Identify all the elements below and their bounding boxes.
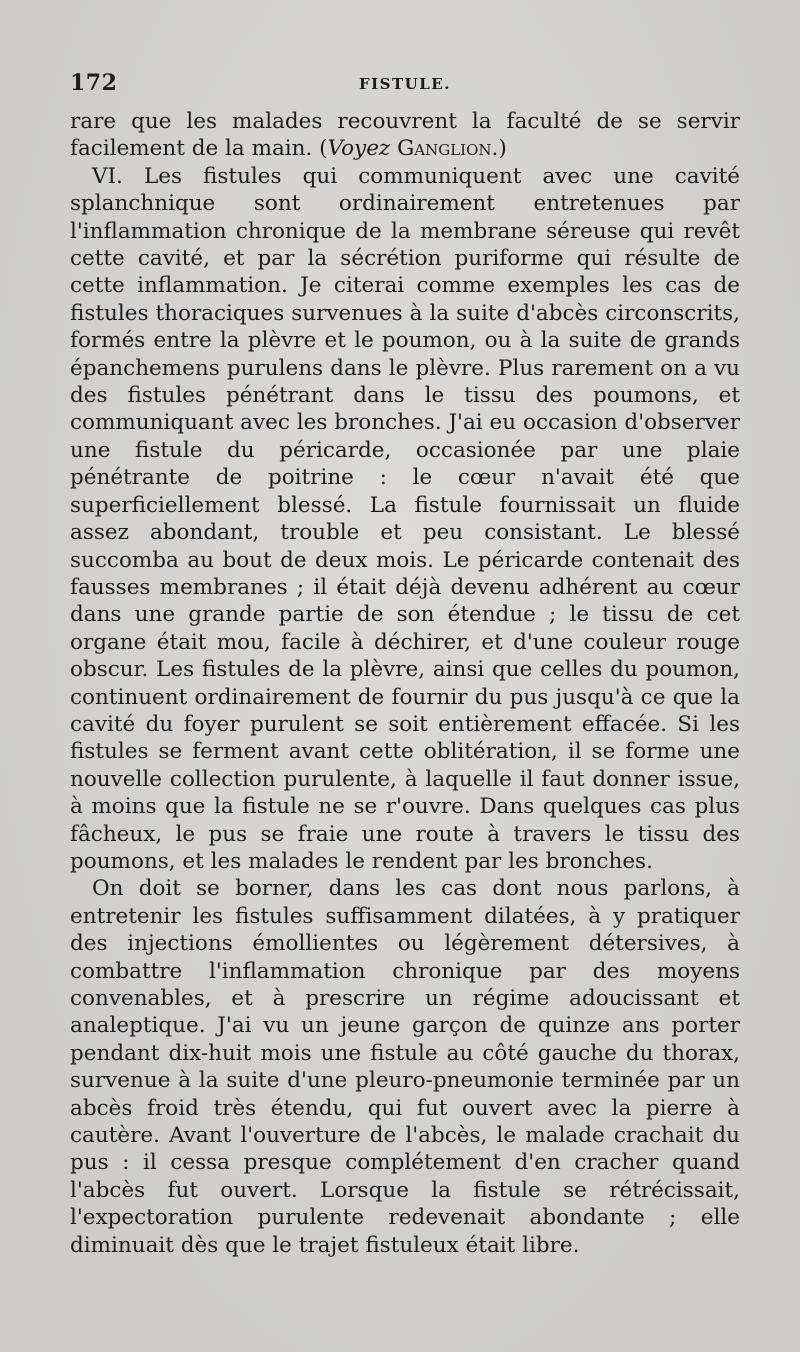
paragraph-section-vi <box>70 163 740 876</box>
italic-reference: Voyez <box>327 136 391 162</box>
running-head: FISTULE. <box>359 75 451 93</box>
smallcaps-reference: Ganglion. <box>397 136 499 162</box>
text-run: ) <box>498 136 507 162</box>
paragraph-treatment <box>70 875 740 1259</box>
paragraph-continuation <box>70 108 740 163</box>
text-run: VI. Les fistules qui communiquent avec une cavité splanchnique sont ordinairement entretenues par l'inflammation chronique de la membrane séreuse qui revêt cette cavité, et par la sécrétion puriforme qui résulte de cette inflammation. Je citerai comme exemples les cas de fistules thoraciques survenues à la suite d'abcès circonscrits, formés entre la plèvre et le poumon, ou à la suite de grands épanchemens purulens dans le plèvre. Plus rarement on a vu des fistules pénétrant dans le tissu des poumons, et communiquant avec les bronches. J'ai eu occasion d'observer une fistule du péricarde, occasionée par une plaie pénétrante de poitrine : le cœur n'avait été que superficiellement blessé. La fistule fournissait un fluide assez abondant, trouble et peu consistant. Le blessé succomba au bout de deux mois. Le péricarde contenait des fausses membranes ; il était déjà devenu adhérent au cœur dans une grande partie de son étendue ; le tissu de cet organe était mou, facile à déchirer, et d'une couleur rouge obscur. Les fistules de la plèvre, ainsi que celles du poumon, continuent ordinairement de fournir du pus jusqu'à ce que la cavité du foyer purulent se soit entièrement effacée. Si les fistules se ferment avant cette oblitération, il se forme une nouvelle collection purulente, à laquelle il faut donner issue, à moins que la fistule ne se r'ouvre. Dans quelques cas plus fâcheux, le pus se fraie une route à travers le tissu des poumons, et les malades le rendent par les bronches. <box>70 163 740 874</box>
text-run: On doit se borner, dans les cas dont nous parlons, à entretenir les fistules suffisamment dilatées, à y pratiquer des injections émollientes ou légèrement détersives, à combattre l'inflammation chronique par des moyens convenables, et à prescrire un régime adoucissant et analeptique. J'ai vu un jeune garçon de quinze ans porter pendant dix-huit mois une fistule au côté gauche du thorax, survenue à la suite d'une pleuro-pneumonie terminée par un abcès froid très étendu, qui fut ouvert avec la pierre à cautère. Avant l'ouverture de l'abcès, le malade crachait du pus : il cessa presque complétement d'en cracher quand l'abcès fut ouvert. Lorsque la fistule se rétrécissait, l'expectoration purulente redevenait abondante ; elle diminuait dès que le trajet fistuleux était libre. <box>70 876 740 1258</box>
body-text <box>70 108 740 1259</box>
page-number: 172 <box>70 70 118 96</box>
text-run: rare que les malades recouvrent la faculté de se servir facilement de la main. ( <box>70 109 740 162</box>
page-header <box>70 70 740 102</box>
